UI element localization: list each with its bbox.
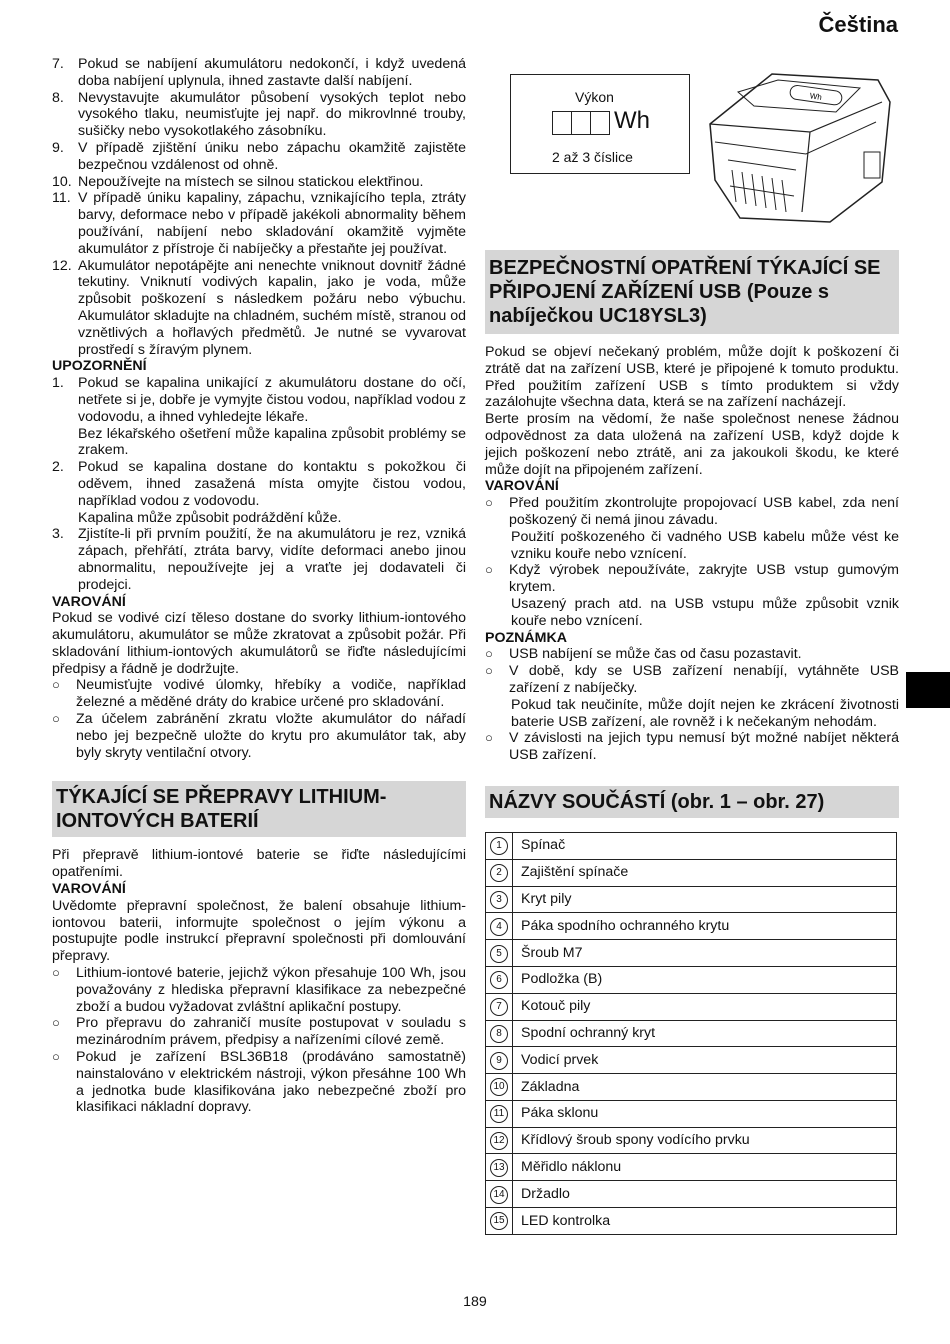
warning-bullet [52,677,466,711]
unit-label: Wh [614,107,650,134]
bullet-circle-icon: ○ [52,965,60,981]
item-number: 8. [52,89,64,106]
parts-row [486,1127,897,1154]
page-number: 189 [463,1294,487,1310]
bullet-text: Pokud je zařízení BSL36B18 (prodáváno samostatně) nainstalováno v elektrickém nástroji, výkon přesáhne 100 Wh a jednotka bude klasifikována jako nebezpečné zboží pro klasifikaci nákladní dopravy. [76,1049,466,1116]
parts-row [486,832,897,859]
caution-title: UPOZORNĚNÍ [52,358,147,375]
battery-figure [510,62,900,230]
part-name: Zajištění spínače [513,859,897,886]
list-item [52,140,466,174]
list-item [52,56,466,90]
part-number-cell [486,1154,513,1181]
part-number: 12 [490,1132,508,1150]
bullet-extra-text: Použití poškozeného či vadného USB kabelu může vést ke vzniku kouře nebo vznícení. [511,528,899,562]
part-name: Spínač [513,832,897,859]
bullet-text: Před použitím zkontrolujte propojovací USB kabel, zda není poškozený či nemá jinou závadu. [509,495,899,528]
item-number: 11. [52,190,71,207]
part-name: Křídlový šroub spony vodícího prvku [513,1127,897,1154]
parts-row [486,1181,897,1208]
parts-row [486,1154,897,1181]
part-number: 10 [490,1078,508,1096]
part-name: Měřidlo náklonu [513,1154,897,1181]
battery-safety-list [52,56,466,358]
part-number: 9 [490,1052,508,1070]
item-number: 2. [52,459,64,476]
battery-wh-label: Wh [809,91,823,102]
part-number-cell [486,1208,513,1235]
part-number-cell [486,913,513,940]
item-text: V případě úniku kapaliny, zápachu, vznikajícího tepla, ztráty barvy, deformace nebo v případě jakékoli abnormality během používání, nabíjení nebo skladování okamžitě vyjměte akumulátor z přístroje či nabíječky a přestaňte jej používat. [78,190,466,257]
parts-row [486,940,897,967]
section-tab-marker [906,672,950,708]
part-number-cell [486,940,513,967]
part-number: 6 [490,971,508,989]
caution-list [52,375,466,593]
warning-bullet [52,711,466,761]
bullet-circle-icon: ○ [485,495,493,511]
item-number: 9. [52,139,64,156]
bullet-circle-icon: ○ [485,562,493,578]
item-number: 1. [52,375,64,392]
usb-warning-title: VAROVÁNÍ [485,478,559,495]
list-item [52,190,466,257]
warning-title: VAROVÁNÍ [52,593,126,610]
bullet-circle-icon: ○ [52,1015,60,1031]
bullet-circle-icon: ○ [485,730,493,746]
left-column [52,56,466,1116]
part-name: Páka sklonu [513,1100,897,1127]
part-number: 15 [490,1212,508,1230]
transport-warning-text: Uvědomte přepravní společnost, že balení obsahuje lithium-iontovou baterii, informujte společnost o jejím výkonu a postupujte podle instrukcí přepravní společnosti při domlouvání přepravy. [52,897,466,965]
usb-text-2: Berte prosím na vědomí, že naše společnost nenese žádnou odpovědnost za data uložená na zařízení USB, když dojde k jejich poškození nebo ztrátě, ani za jakoukoli škodu, ke které může dojít na připojeném zařízení. [485,411,899,478]
bullet-circle-icon: ○ [52,1049,60,1065]
item-text: Zjistíte-li při prvním použití, že na akumulátoru je rez, vzniká zápach, přehřátí, ztráta barvy, vidíte deformaci anebo jinou abnormalitu, nepoužívejte jej a vraťte jej dodavateli či prodejci. [78,526,466,593]
part-number: 3 [490,891,508,909]
digits-caption: 2 až 3 číslice [552,149,633,165]
parts-row [486,886,897,913]
item-text: Nepoužívejte na místech se silnou statickou elektřinou. [78,173,424,190]
list-item [52,174,466,191]
item-number: 12. [52,257,72,274]
note-list [485,646,899,764]
item-number: 10. [52,173,72,190]
transport-heading: TÝKAJÍCÍ SE PŘEPRAVY LITHIUM-IONTOVÝCH BATERIÍ [52,781,466,837]
right-column [485,250,899,1235]
part-number-cell [486,832,513,859]
capacity-box [510,74,690,174]
digit-cells [552,111,610,133]
transport-bullet [52,965,466,1015]
caution-item [52,526,466,593]
part-name: Páka spodního ochranného krytu [513,913,897,940]
digit-cell [590,111,610,135]
part-number-cell [486,1100,513,1127]
warning-text: Pokud se vodivé cizí těleso dostane do svorky lithium-iontového akumulátoru, akumulátor se může zkratovat a způsobit požár. Při skladování lithium-iontových akumulátorů se řiďte následujícími předpisy a řádně je dodržujte. [52,610,466,677]
item-text: Pokud se kapalina dostane do kontaktu s pokožkou či oděvem, ihned zasažená místa omyjte čistou vodou, například vodou z vodovodu. [78,459,466,509]
part-number-cell [486,1181,513,1208]
note-title: POZNÁMKA [485,629,567,646]
parts-row [486,966,897,993]
usb-warning-list [485,495,899,629]
item-text: Akumulátor nepotápějte ani nenechte vniknout dovnitř žádné tekutiny. Vniknutí vodivých kapalin, jako je voda, může způsobit poškození s následkem požáru nebo výbuchu. Akumulátor skladujte na chladném, suchém místě, stranou od vznětlivých a hořlavých předmětů. Je nutné se vyvarovat prostředí s žíravým plynem. [78,257,466,358]
digit-cell [552,111,571,135]
usb-text-1: Pokud se objeví nečekaný problém, může dojít k poškození či ztrátě dat na zařízení USB, které je připojené k tomuto produktu. Před použitím zařízení USB s tímto produktem si vždy zazálohujte všechna data, která se na zařízení nacházejí. [485,344,899,411]
bullet-circle-icon: ○ [52,677,60,693]
part-name: Podložka (B) [513,966,897,993]
parts-row [486,1020,897,1047]
transport-warning-title: VAROVÁNÍ [52,881,126,898]
list-item [52,258,466,359]
bullet-circle-icon: ○ [52,711,60,727]
digit-cell [571,111,590,135]
bullet-text: Pro přepravu do zahraničí musíte postupovat v souladu s mezinárodním právem, předpisy a nařízeními cílové země. [76,1015,466,1049]
part-name: Kotouč pily [513,993,897,1020]
usb-warning-bullet [485,495,899,529]
part-number: 8 [490,1025,508,1043]
parts-table [485,832,897,1235]
part-number: 4 [490,918,508,936]
item-text: Pokud se kapalina unikající z akumulátoru dostane do očí, netřete si je, dobře je vymyjte čistou vodou, například vodou z vodovodu, a ihned vyhledejte lékaře. [78,375,467,425]
bullet-text: Lithium-iontové baterie, jejichž výkon přesahuje 100 Wh, jsou považovány z hlediska přepravní klasifikace za nebezpečné zboží a budou vyžadovat zvláštní aplikační postupy. [76,965,466,1015]
usb-heading: BEZPEČNOSTNÍ OPATŘENÍ TÝKAJÍCÍ SE PŘIPOJENÍ ZAŘÍZENÍ USB (Pouze s nabíječkou UC18YSL3) [485,250,899,334]
item-text: Pokud se nabíjení akumulátoru nedokončí, i když uvedená doba nabíjení uplynula, ihned zastavte další nabíjení. [78,56,466,89]
note-bullet [485,663,899,697]
parts-row [486,1074,897,1101]
bullet-text: Když výrobek nepoužíváte, zakryjte USB vstup gumovým krytem. [509,562,899,596]
part-number-cell [486,886,513,913]
parts-row [486,993,897,1020]
part-number: 11 [490,1105,508,1123]
capacity-label: Výkon [575,89,614,105]
part-name: Šroub M7 [513,940,897,967]
caution-item [52,459,466,509]
usb-warning-bullet [485,562,899,596]
part-number: 7 [490,998,508,1016]
bullet-extra-text: Pokud tak neučiníte, může dojít nejen ke zkrácení životnosti baterie USB zařízení, ale rovněž i k nečekaným nehodám. [511,696,899,730]
item-text: Nevystavujte akumulátor působení vysokých teplot nebo vysokého tlaku, neumisťujte jej např. do mikrovlnné trouby, sušičky nebo vysokotlakého zásobníku. [78,89,466,140]
bullet-text: USB nabíjení se může čas od času pozastavit. [509,646,802,663]
item-extra-text: Kapalina může způsobit podráždění kůže. [78,509,342,526]
bullet-text: V závislosti na jejich typu nemusí být možné nabíjet některá USB zařízení. [509,730,899,764]
bullet-text: Neumisťujte vodivé úlomky, hřebíky a vodiče, například železné a měděné dráty do krabice určené pro skladování. [76,677,466,711]
part-name: Spodní ochranný kryt [513,1020,897,1047]
part-number: 5 [490,945,508,963]
part-number: 14 [490,1186,508,1204]
item-text: V případě zjištění úniku nebo zápachu okamžitě zajistěte bezpečnou vzdálenost od ohně. [78,139,466,173]
note-bullet [485,646,899,663]
parts-row [486,913,897,940]
part-number-cell [486,859,513,886]
parts-heading: NÁZVY SOUČÁSTÍ (obr. 1 – obr. 27) [485,786,899,818]
warning-bullet-list [52,677,466,761]
part-number-cell [486,1047,513,1074]
part-number: 1 [490,837,508,855]
parts-row [486,859,897,886]
parts-row [486,1100,897,1127]
transport-bullet [52,1015,466,1049]
bullet-circle-icon: ○ [485,663,493,679]
transport-bullet-list [52,965,466,1116]
bullet-extra-text: Usazený prach atd. na USB vstupu může způsobit vznik kouře nebo vznícení. [511,595,899,629]
parts-row [486,1047,897,1074]
part-number-cell [486,993,513,1020]
bullet-text: V době, kdy se USB zařízení nenabíjí, vytáhněte USB zařízení z nabíječky. [509,663,899,696]
item-number: 7. [52,56,64,72]
caution-item [52,375,466,425]
item-extra-text: Bez lékařského ošetření může kapalina způsobit problémy se zrakem. [78,425,466,459]
transport-text: Při přepravě lithium-iontové baterie se řiďte následujícími opatřeními. [52,847,466,881]
part-name: Kryt pily [513,886,897,913]
language-label: Čeština [818,12,898,37]
note-bullet [485,730,899,764]
bullet-text: Za účelem zabránění zkratu vložte akumulátor do nářadí nebo jej bezpečně uložte do krytu pro akumulátor tak, aby byly skryty ventilační otvory. [76,711,466,761]
part-number-cell [486,966,513,993]
item-number: 3. [52,526,64,543]
parts-row [486,1208,897,1235]
part-number-cell [486,1074,513,1101]
part-name: Držadlo [513,1181,897,1208]
bullet-circle-icon: ○ [485,646,493,662]
part-name: Základna [513,1074,897,1101]
part-name: Vodicí prvek [513,1047,897,1074]
list-item [52,90,466,140]
part-number-cell [486,1127,513,1154]
part-number: 13 [490,1159,508,1177]
part-number: 2 [490,864,508,882]
part-name: LED kontrolka [513,1208,897,1235]
transport-bullet [52,1049,466,1116]
part-number-cell [486,1020,513,1047]
